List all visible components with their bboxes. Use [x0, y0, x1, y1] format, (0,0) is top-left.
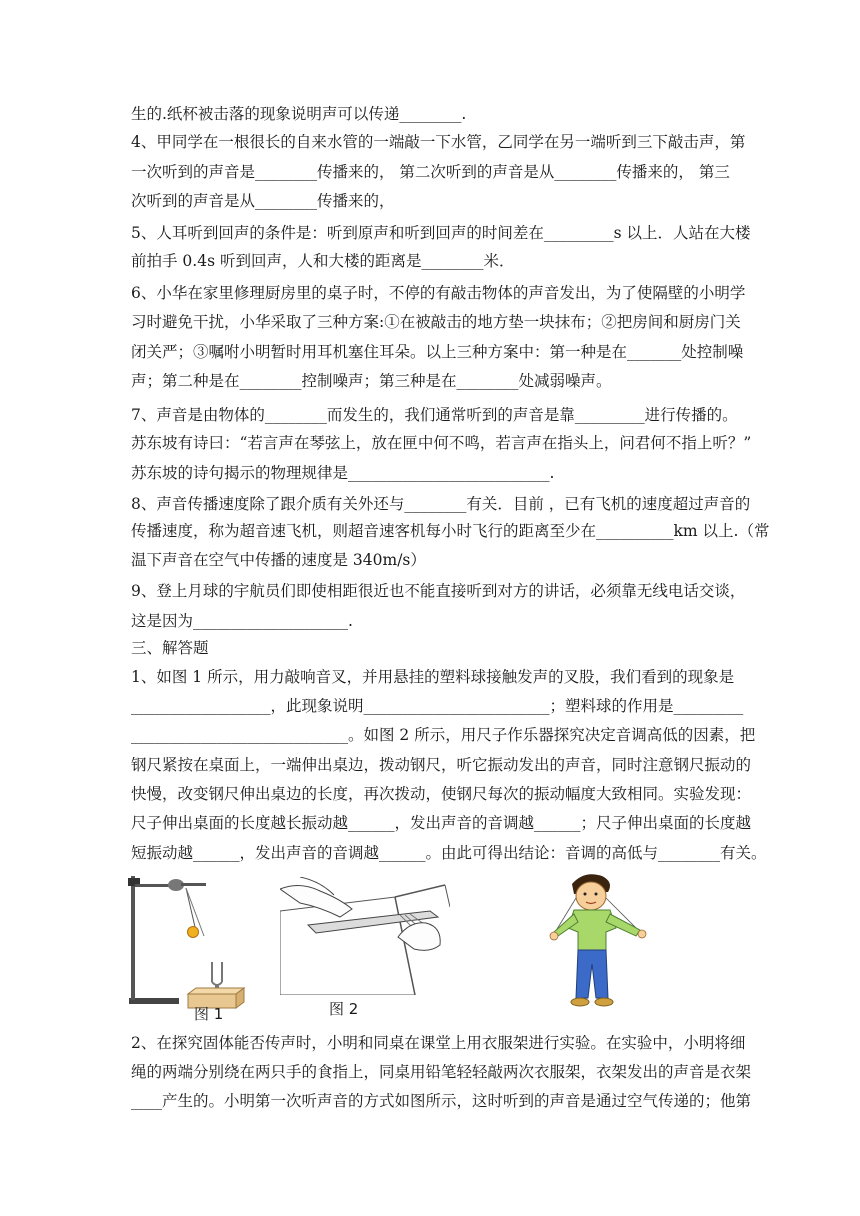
- text-line: 绳的两端分别绕在两只手的食指上，同桌用铅笔轻轻敲两次衣服架，衣架发出的声音是衣架: [131, 1063, 752, 1081]
- text-line: __________________，此现象说明________________________；塑料球的作用是_________: [131, 697, 744, 715]
- text-line: 5、人耳听到回声的条件是：听到原声和听到回声的时间差在_________s 以上．人站在大楼: [131, 224, 751, 242]
- text-line: 苏东坡的诗句揭示的物理规律是__________________________.: [131, 464, 555, 482]
- text-line: 9、登上月球的宇航员们即使相距很近也不能直接听到对方的讲话，必须靠无线电话交谈，: [131, 582, 746, 600]
- text-line: 8、声音传播速度除了跟介质有关外还与________有关．目前 ，已有飞机的速度超过声音的: [131, 495, 751, 513]
- text-line: 这是因为____________________.: [131, 612, 353, 630]
- text-line: 声；第二种是在________控制噪声；第三种是在________处减弱噪声。: [131, 372, 612, 390]
- text-line: 习时避免干扰，小华采取了三种方案:①在被敲击的地方垫一块抹布；②把房间和厨房门关: [131, 313, 741, 331]
- text-line: 1、如图 1 所示，用力敲响音叉，并用悬挂的塑料球接触发声的叉股，我们看到的现象是: [131, 668, 735, 686]
- text-line: 钢尺紧按在桌面上，一端伸出桌边，拨动钢尺，听它振动发出的声音，同时注意钢尺振动的: [131, 756, 752, 774]
- text-line: 4、甲同学在一根很长的自来水管的一端敲一下水管，乙同学在另一端听到三下敲击声，第: [131, 133, 746, 151]
- figure-1-caption: 图 1: [194, 1005, 224, 1023]
- text-line: 温下声音在空气中传播的速度是 340m/s）: [131, 551, 426, 569]
- text-line: 生的.纸杯被击落的现象说明声可以传递________.: [131, 105, 467, 123]
- tuning-fork-figure: [126, 870, 256, 1010]
- text-line: 苏东坡有诗曰：“若言声在琴弦上，放在匣中何不鸣，若言声在指头上，问君何不指上听？”: [131, 434, 752, 452]
- text-line: ____产生的。小明第一次听声音的方式如图所示，这时听到的声音是通过空气传递的；他第: [131, 1092, 752, 1110]
- text-line: 快慢，改变钢尺伸出桌边的长度，再次拨动，使钢尺每次的振动幅度大致相同。实验发现：: [131, 785, 752, 803]
- text-line: 短振动越______，发出声音的音调越______。由此可得出结论：音调的高低与________有关。: [131, 844, 767, 862]
- figure-2-caption: 图 2: [329, 1000, 359, 1018]
- text-line: 2、在探究固体能否传声时，小明和同桌在课堂上用衣服架进行实验。在实验中，小明将细: [131, 1034, 746, 1052]
- text-line: 6、小华在家里修理厨房里的桌子时，不停的有敲击物体的声音发出，为了使隔壁的小明学: [131, 284, 746, 302]
- text-line: 一次听到的声音是________传播来的， 第二次听到的声音是从________传播来的， 第三: [131, 163, 730, 181]
- boy-listening-figure: [540, 870, 660, 1016]
- ruler-vibration-figure: [280, 877, 450, 995]
- text-line: 次听到的声音是从________传播来的，: [131, 192, 395, 210]
- text-line: 传播速度，称为超音速飞机，则超音速客机每小时飞行的距离至少在__________km 以上.（常: [131, 522, 770, 540]
- text-line: 闭关严；③嘱咐小明暂时用耳机塞住耳朵。以上三种方案中：第一种是在_______处控制噪: [131, 343, 744, 361]
- text-line: ____________________________。如图 2 所示，用尺子作乐器探究决定音调高低的因素，把: [131, 726, 756, 744]
- text-line: 前拍手 0.4s 听到回声，人和大楼的距离是________米．: [131, 252, 515, 270]
- text-line: 7、声音是由物体的________而发生的，我们通常听到的声音是靠_________进行传播的。: [131, 406, 738, 424]
- text-line: 尺子伸出桌面的长度越长振动越______，发出声音的音调越______；尺子伸出桌面的长度越: [131, 814, 752, 832]
- section-heading: 三、解答题: [131, 639, 209, 657]
